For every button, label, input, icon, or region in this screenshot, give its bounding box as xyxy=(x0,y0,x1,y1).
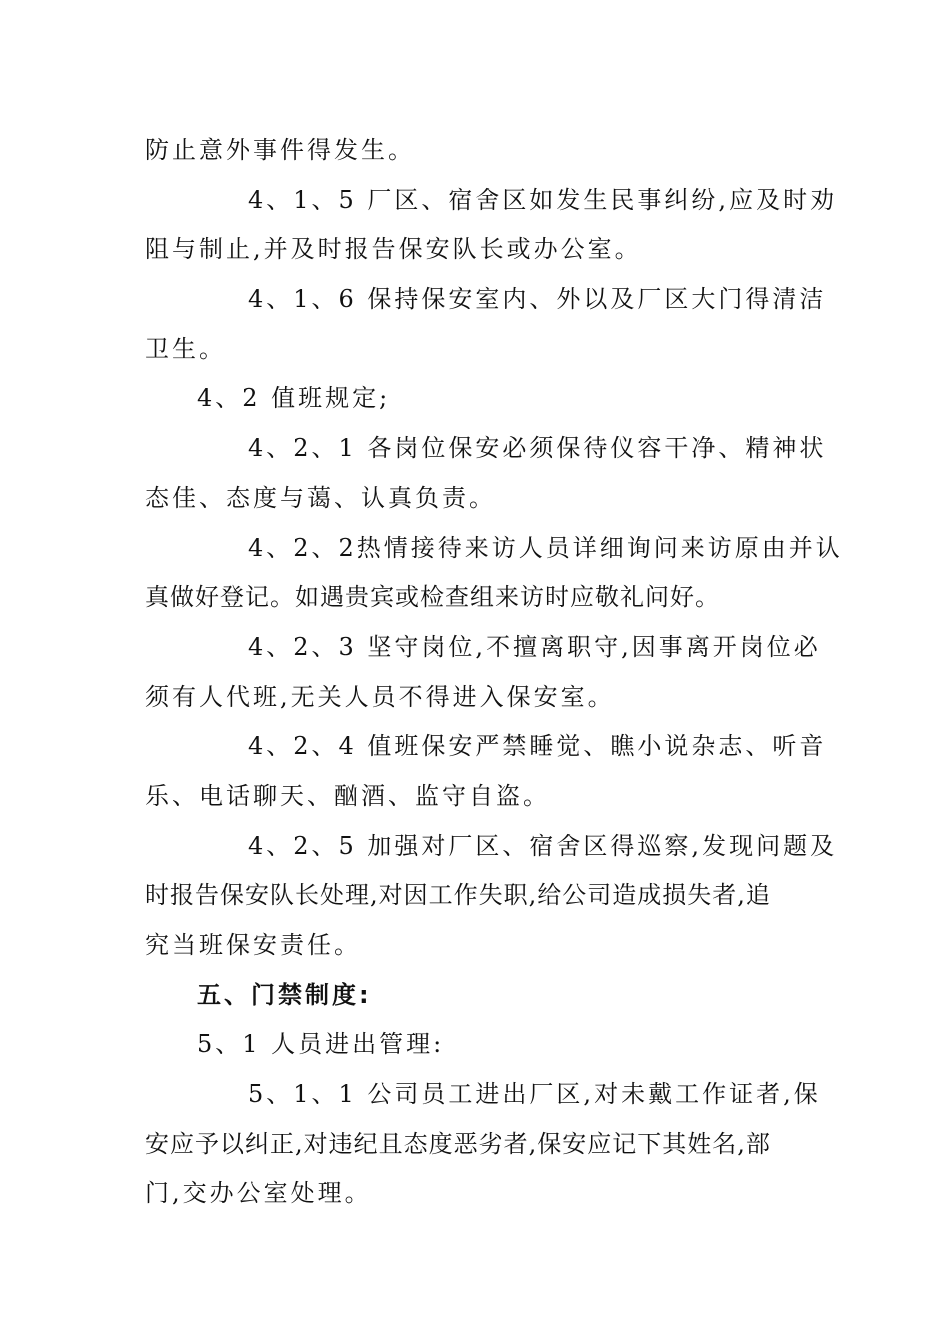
text-line: 4、2、2热情接待来访人员详细询问来访原由并认 xyxy=(248,534,843,562)
text-line: 卫生。 xyxy=(145,335,226,363)
text-line: 4、2、5 加强对厂区、宿舍区得巡察,发现问题及 xyxy=(248,832,838,860)
text-line: 真做好登记。如遇贵宾或检查组来访时应敬礼问好。 xyxy=(145,583,720,611)
text-line: 5、1、1 公司员工进出厂区,对未戴工作证者,保 xyxy=(248,1080,821,1108)
text-line: 4、2、1 各岗位保安必须保待仪容干净、精神状 xyxy=(248,434,827,462)
text-line: 4、1、5 厂区、宿舍区如发生民事纠纷,应及时劝 xyxy=(248,186,838,214)
section-heading: 五、门禁制度: xyxy=(197,981,372,1009)
text-line: 4、1、6 保持保安室内、外以及厂区大门得清洁 xyxy=(248,285,827,313)
text-line: 4、2、4 值班保安严禁睡觉、瞧小说杂志、听音 xyxy=(248,732,827,760)
text-line: 须有人代班,无关人员不得进入保安室。 xyxy=(145,683,615,711)
text-line: 门,交办公室处理。 xyxy=(145,1179,372,1207)
text-line: 安应予以纠正,对违纪且态度恶劣者,保安应记下其姓名,部 xyxy=(145,1130,771,1158)
text-line: 防止意外事件得发生。 xyxy=(145,136,415,164)
section-subheading: 4、2 值班规定; xyxy=(197,384,391,412)
text-line: 态佳、态度与蔼、认真负责。 xyxy=(145,484,496,512)
text-line: 阻与制止,并及时报告保安队长或办公室。 xyxy=(145,235,642,263)
section-subheading: 5、1 人员进出管理: xyxy=(197,1030,445,1058)
text-line: 究当班保安责任。 xyxy=(145,931,361,959)
text-line: 时报告保安队长处理,对因工作失职,给公司造成损失者,追 xyxy=(145,881,771,909)
text-line: 4、2、3 坚守岗位,不擅离职守,因事离开岗位必 xyxy=(248,633,821,661)
text-line: 乐、电话聊天、酗酒、监守自盗。 xyxy=(145,782,550,810)
